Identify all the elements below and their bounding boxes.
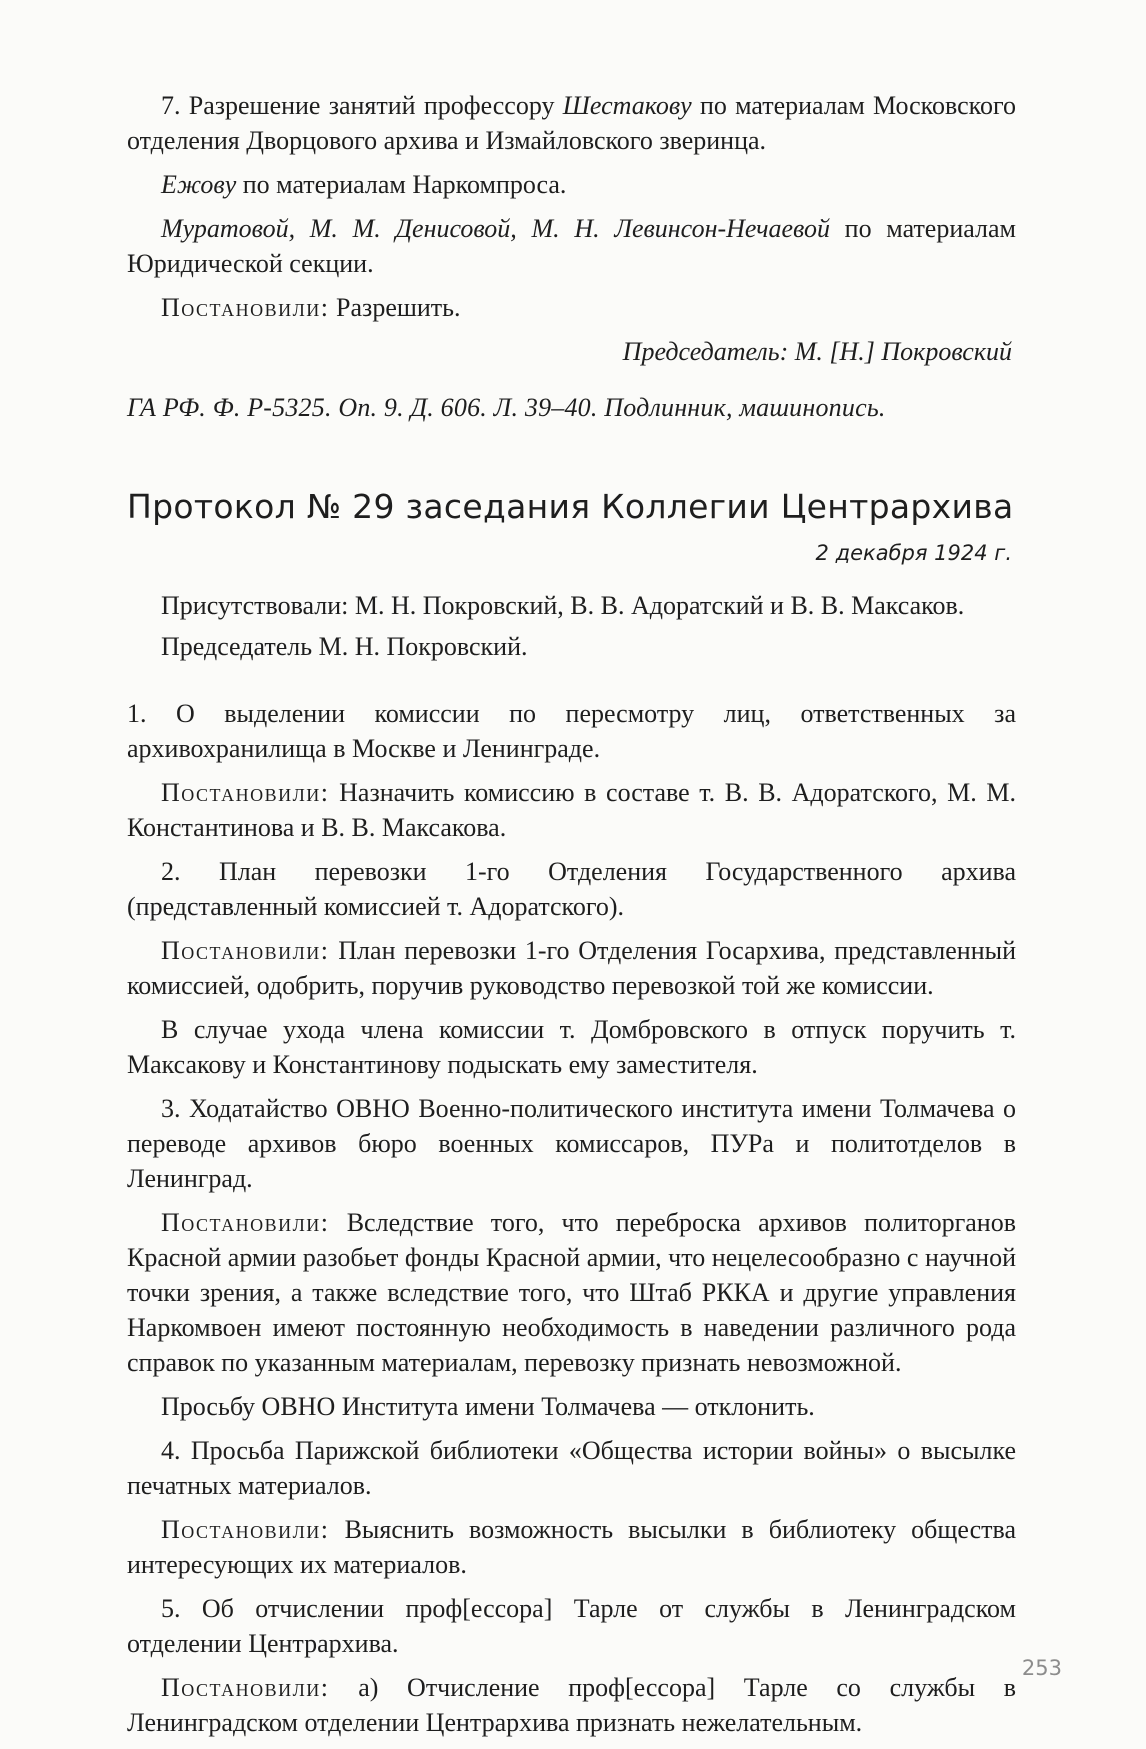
ezhov-rest: по материалам Наркомпроса. bbox=[236, 170, 567, 199]
archive-reference: ГА РФ. Ф. Р-5325. Оп. 9. Д. 606. Л. 39–40. Подлинник, машинопись. bbox=[127, 393, 886, 422]
resolution-2 bbox=[127, 933, 1016, 1003]
names-paragraph bbox=[127, 211, 1016, 281]
resolution-4-text: Выяснить возможность высылки в библиотеку общества интересующих их материалов. bbox=[127, 1515, 1016, 1579]
resolution-1-label: Постановили: bbox=[161, 778, 330, 807]
item-7-paragraph bbox=[127, 88, 1016, 158]
item-7-name: Шестакову bbox=[562, 91, 692, 120]
resolution-3-label: Постановили: bbox=[161, 1208, 330, 1237]
item-1: 1. О выделении комиссии по пересмотру лиц, ответственных за архивохранилища в Москве и Ленинграде. bbox=[127, 699, 1016, 763]
resolved-text: Разрешить. bbox=[329, 293, 461, 322]
resolution-2-text: План перевозки 1-го Отделения Госархива, представленный комиссией, одобрить, поручив руководство перевозкой той же комиссии. bbox=[127, 936, 1016, 1000]
protocol-date: 2 декабря 1924 г. bbox=[815, 541, 1012, 565]
resolved-label: Постановили: bbox=[161, 293, 330, 322]
chairman-line: Председатель М. Н. Покровский. bbox=[161, 632, 528, 661]
item-4: 4. Просьба Парижской библиотеки «Общества истории войны» о высылке печатных материалов. bbox=[127, 1436, 1016, 1500]
resolution-5-label: Постановили: bbox=[161, 1673, 330, 1702]
page-number: 253 bbox=[1021, 1656, 1062, 1680]
spacer bbox=[127, 670, 1016, 696]
resolution-5 bbox=[127, 1670, 1016, 1740]
resolution-1-text: Назначить комиссию в составе т. В. В. Адоратского, М. М. Константинова и В. В. Максакова. bbox=[127, 778, 1016, 842]
resolution-5-text: а) Отчисление проф[ессора] Тарле со службы в Ленинградском отделении Центрархива признать нежелательным. bbox=[127, 1673, 1016, 1737]
names-group: Муратовой, М. М. Денисовой, М. Н. Левинсон-Нечаевой bbox=[161, 214, 830, 243]
names-rest: по материалам Юридической секции. bbox=[127, 214, 1016, 278]
resolution-2-extra: В случае ухода члена комиссии т. Домбровского в отпуск поручить т. Максакову и Константинову подыскать ему заместителя. bbox=[127, 1015, 1016, 1079]
resolution-1 bbox=[127, 775, 1016, 845]
ezhov-paragraph bbox=[127, 167, 1016, 202]
text-column bbox=[127, 88, 1016, 1749]
resolution-3 bbox=[127, 1205, 1016, 1380]
resolution-2-label: Постановили: bbox=[161, 936, 330, 965]
resolution-4-label: Постановили: bbox=[161, 1515, 330, 1544]
present-members: Присутствовали: М. Н. Покровский, В. В. Адоратский и В. В. Максаков. bbox=[161, 591, 965, 620]
ezhov-name: Ежову bbox=[161, 170, 237, 199]
item-5: 5. Об отчислении проф[ессора] Тарле от службы в Ленинградском отделении Центрархива. bbox=[127, 1594, 1016, 1658]
resolution-3-text: Вследствие того, что переброска архивов политорганов Красной армии разобьет фонды Красной армии, что нецелесообразно с научной точки зрения, а также вследствие того, что Штаб РККА и другие управления Наркомвоен имеют постоянную необходимость в наведении различного рода справок по указанным материалам, перевозку признать невозможной. bbox=[127, 1208, 1016, 1377]
item-7-rest: по материалам Московского отделения Дворцового архива и Измайловского зверинца. bbox=[127, 91, 1016, 155]
resolution-3-extra: Просьбу ОВНО Института имени Толмачева — отклонить. bbox=[161, 1392, 815, 1421]
chairman-signature: Председатель: М. [Н.] Покровский bbox=[622, 337, 1012, 366]
intro-resolution bbox=[127, 290, 1016, 325]
item-3: 3. Ходатайство ОВНО Военно-политического института имени Толмачева о переводе архивов бюро военных комиссаров, ПУРа и политотделов в Ленинград. bbox=[127, 1094, 1016, 1193]
item-7-text: 7. Разрешение занятий профессору bbox=[161, 91, 563, 120]
protocol-title: Протокол № 29 заседания Коллегии Центрархива bbox=[127, 487, 1014, 526]
item-2: 2. План перевозки 1-го Отделения Государственного архива (представленный комиссией т. Адоратского). bbox=[127, 857, 1016, 921]
resolution-4 bbox=[127, 1512, 1016, 1582]
